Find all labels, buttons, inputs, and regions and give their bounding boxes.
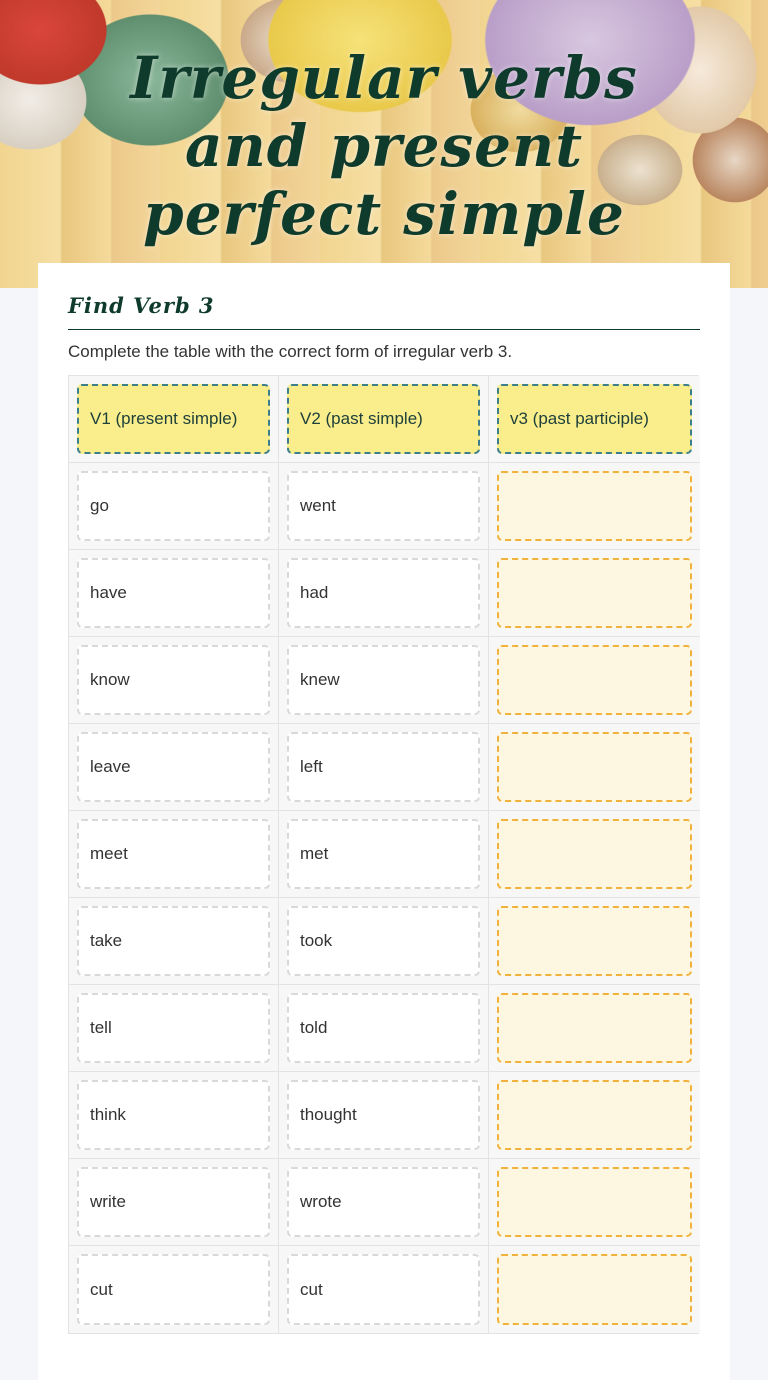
table-cell <box>279 1159 489 1246</box>
verb-present-simple: know <box>77 645 270 715</box>
table-cell <box>489 1072 700 1159</box>
answer-drop-zone[interactable] <box>497 645 692 715</box>
answer-drop-zone[interactable] <box>497 1167 692 1237</box>
instructions-text: Complete the table with the correct form of irregular verb 3. <box>68 342 513 361</box>
table-cell <box>279 637 489 724</box>
column-header: v3 (past participle) <box>497 384 692 454</box>
table-header-cell <box>279 376 489 463</box>
answer-drop-zone[interactable] <box>497 1254 692 1325</box>
table-cell <box>489 898 700 985</box>
answer-drop-zone[interactable] <box>497 819 692 889</box>
table-cell <box>279 1246 489 1333</box>
column-header: V1 (present simple) <box>77 384 270 454</box>
section-divider <box>68 329 700 330</box>
verb-past-simple: knew <box>287 645 480 715</box>
table-cell <box>279 811 489 898</box>
verb-present-simple: go <box>77 471 270 541</box>
verb-past-simple: cut <box>287 1254 480 1325</box>
page-title: Irregular verbs and present perfect simple <box>130 44 638 248</box>
table-cell <box>69 550 279 637</box>
table-cell <box>279 463 489 550</box>
verb-past-simple: told <box>287 993 480 1063</box>
verb-present-simple: write <box>77 1167 270 1237</box>
table-cell <box>69 463 279 550</box>
answer-drop-zone[interactable] <box>497 1080 692 1150</box>
verb-present-simple: tell <box>77 993 270 1063</box>
table-cell <box>489 463 700 550</box>
table-cell <box>489 1159 700 1246</box>
table-cell <box>69 1159 279 1246</box>
verb-present-simple: think <box>77 1080 270 1150</box>
table-cell <box>489 811 700 898</box>
table-header-cell <box>489 376 700 463</box>
answer-drop-zone[interactable] <box>497 471 692 541</box>
table-cell <box>279 898 489 985</box>
table-cell <box>489 1246 700 1333</box>
answer-drop-zone[interactable] <box>497 906 692 976</box>
answer-drop-zone[interactable] <box>497 558 692 628</box>
table-cell <box>69 1072 279 1159</box>
column-header: V2 (past simple) <box>287 384 480 454</box>
verb-table <box>68 375 699 1334</box>
verb-past-simple: thought <box>287 1080 480 1150</box>
verb-past-simple: left <box>287 732 480 802</box>
section-title: Find Verb 3 <box>68 293 215 318</box>
verb-present-simple: take <box>77 906 270 976</box>
verb-past-simple: wrote <box>287 1167 480 1237</box>
table-cell <box>69 811 279 898</box>
table-cell <box>489 550 700 637</box>
table-cell <box>69 985 279 1072</box>
table-cell <box>279 985 489 1072</box>
verb-past-simple: took <box>287 906 480 976</box>
table-cell <box>279 1072 489 1159</box>
verb-present-simple: have <box>77 558 270 628</box>
verb-present-simple: cut <box>77 1254 270 1325</box>
answer-drop-zone[interactable] <box>497 993 692 1063</box>
verb-present-simple: meet <box>77 819 270 889</box>
table-header-cell <box>69 376 279 463</box>
verb-past-simple: had <box>287 558 480 628</box>
table-cell <box>489 985 700 1072</box>
worksheet-card <box>38 263 730 1380</box>
verb-past-simple: met <box>287 819 480 889</box>
table-cell <box>69 724 279 811</box>
table-cell <box>489 637 700 724</box>
verb-present-simple: leave <box>77 732 270 802</box>
answer-drop-zone[interactable] <box>497 732 692 802</box>
table-cell <box>279 724 489 811</box>
table-cell <box>69 898 279 985</box>
table-cell <box>69 637 279 724</box>
table-cell <box>279 550 489 637</box>
table-cell <box>489 724 700 811</box>
table-cell <box>69 1246 279 1333</box>
hero-banner <box>0 0 768 288</box>
verb-past-simple: went <box>287 471 480 541</box>
